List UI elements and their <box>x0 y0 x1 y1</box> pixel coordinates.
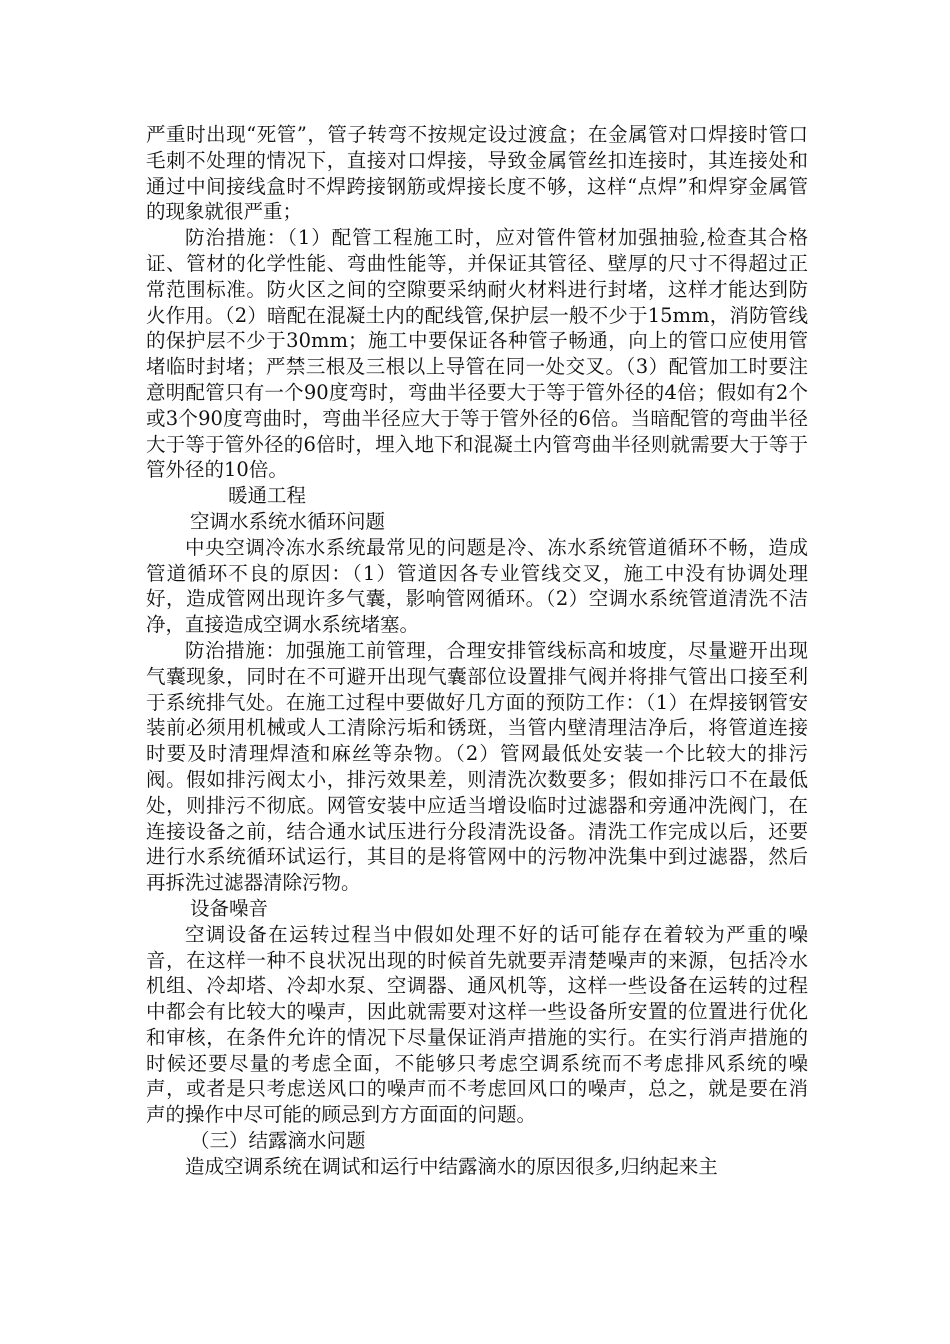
subheading-condensation: （三）结露滴水问题 <box>190 1129 366 1153</box>
paragraph-pipe-defects: 严重时出现“死管”，管子转弯不按规定设过渡盒；在金属管对口焊接时管口毛刺不处理的情况下，直接对口焊接，导致金属管丝扣连接时，其连接处和通过中间接线盒时不焊跨接钢筋或焊接长度不够，这样“点焊”和焊穿金属管的现象就很严重； <box>146 123 808 224</box>
subheading-equipment-noise: 设备噪音 <box>190 896 269 920</box>
paragraph-prevention-measures-conduit: 防治措施：（1）配管工程施工时，应对管件管材加强抽验,检查其合格证、管材的化学性能、弯曲性能等，并保证其管径、壁厚的尺寸不得超过正常范围标准。防火区之间的空隙要采纳耐火材料进行封堵，这样才能达到防火作用。（2）暗配在混凝土内的配线管,保护层一般不少于15mm，消防管线的保护层不少于30mm；施工中要保证各种管子畅通，向上的管口应使用管堵临时封堵；严禁三根及三根以上导管在同一处交叉。（3）配管加工时要注意明配管只有一个90度弯时，弯曲半径要大于等于管外径的4倍；假如有2个或3个90度弯曲时，弯曲半径应大于等于管外径的6倍。当暗配管的弯曲半径大于等于管外径的6倍时，埋入地下和混凝土内管弯曲半径则就需要大于等于管外径的10倍。 <box>146 226 808 482</box>
paragraph-equipment-noise: 空调设备在运转过程当中假如处理不好的话可能存在着较为严重的噪音，在这样一种不良状况出现的时候首先就要弄清楚噪声的来源，包括冷水机组、冷却塔、冷却水泵、空调器、通风机等，这样一些设备在运转的过程中都会有比较大的噪声，因此就需要对这样一些设备所安置的位置进行优化和审核，在条件允许的情况下尽量保证消声措施的实行。在实行消声措施的时候还要尽量的考虑全面，不能够只考虑空调系统而不考虑排风系统的噪声，或者是只考虑送风口的噪声而不考虑回风口的噪声，总之，就是要在消声的操作中尽可能的顾忌到方方面面的问题。 <box>146 922 808 1127</box>
paragraph-prevention-measures-hvac: 防治措施：加强施工前管理，合理安排管线标高和坡度，尽量避开出现气囊现象，同时在不可避开出现气囊部位设置排气阀并将排气管出口接至利于系统排气处。在施工过程中要做好几方面的预防工作：（1）在焊接钢管安装前必须用机械或人工清除污垢和锈斑，当管内壁清理洁净后，将管道连接时要及时清理焊渣和麻丝等杂物。（2）管网最低处安装一个比较大的排污阀。假如排污阀太小，排污效果差，则清洗次数要多；假如排污口不在最低处，则排污不彻底。网管安装中应适当增设临时过滤器和旁通冲洗阀门，在连接设备之前，结合通水试压进行分段清洗设备。清洗工作完成以后，还要进行水系统循环试运行，其目的是将管网中的污物冲洗集中到过滤器，然后再拆洗过滤器清除污物。 <box>146 638 808 895</box>
paragraph-condensation-causes: 造成空调系统在调试和运行中结露滴水的原因很多,归纳起来主 <box>185 1154 718 1178</box>
subheading-water-circulation: 空调水系统水循环问题 <box>190 509 386 533</box>
document-body <box>146 122 808 1180</box>
paragraph-chilled-water-problems: 中央空调冷冻水系统最常见的问题是冷、冻水系统管道循环不畅，造成管道循环不良的原因：（1）管道因各专业管线交叉，施工中没有协调处理好，造成管网出现许多气囊，影响管网循环。（2）空调水系统管道清洗不洁净，直接造成空调水系统堵塞。 <box>146 535 808 637</box>
section-heading-hvac: 暖通工程 <box>228 484 307 508</box>
